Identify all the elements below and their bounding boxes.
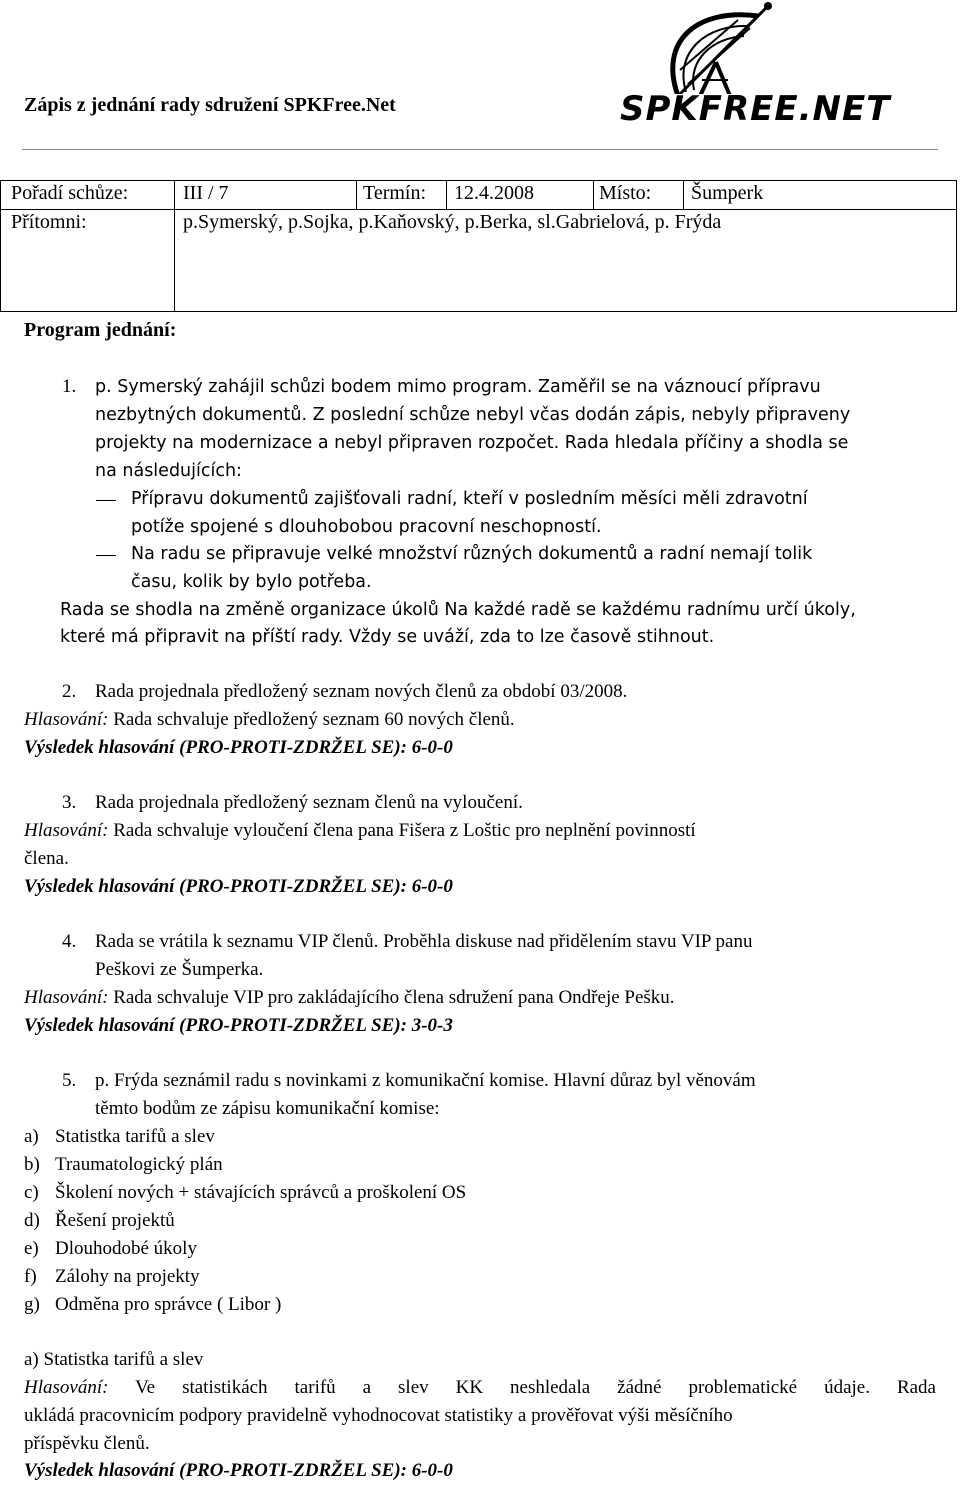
logo-text: SPKFREE.NET (620, 89, 891, 128)
item1-text: na následujících: (95, 461, 242, 481)
list-item: b) Traumatologický plán (24, 1154, 223, 1175)
item2-vote (24, 706, 515, 734)
item3-vote-cont: člena. (24, 848, 69, 869)
result-label: Výsledek hlasování (PRO-PROTI-ZDRŽEL SE): (24, 1460, 407, 1481)
item-number: 4. (62, 931, 77, 952)
bullet-dash (96, 500, 116, 501)
date-label: Termín: (363, 182, 427, 204)
result-value: 6-0-0 (411, 737, 453, 758)
item3-vote (24, 817, 696, 845)
list-item: c) Školení nových + stávajících správců a proškolení OS (24, 1182, 467, 1203)
item1-text: p. Symerský zahájil schůzi bodem mimo program. Zaměřil se na váznoucí přípravu (95, 377, 821, 397)
item2-text: Rada projednala předložený seznam nových členů za období 03/2008. (95, 681, 628, 702)
item4-text: Peškovi ze Šumperka. (95, 959, 264, 980)
meeting-info-table (0, 180, 957, 312)
sub-vote-cont: příspěvku členů. (24, 1433, 150, 1454)
sub-vote (24, 1374, 936, 1402)
present-value: p.Symerský, p.Sojka, p.Kaňovský, p.Berka, sl.Gabrielová, p. Frýda (183, 211, 722, 233)
program-heading: Program jednání: (24, 319, 177, 341)
item1-text: nezbytných dokumentů. Z poslední schůze nebyl včas dodán zápis, nebyly připraveny (95, 405, 851, 425)
sub-result (24, 1457, 453, 1485)
result-value: 6-0-0 (411, 876, 453, 897)
bullet-text: potíže spojené s dlouhobobou pracovní neschopností. (131, 517, 602, 537)
item4-text: Rada se vrátila k seznamu VIP členů. Proběhla diskuse nad přidělením stavu VIP panu (95, 931, 753, 952)
list-item: e) Dlouhodobé úkoly (24, 1238, 197, 1259)
result-label: Výsledek hlasování (PRO-PROTI-ZDRŽEL SE): (24, 876, 407, 897)
place-value: Šumperk (691, 182, 764, 204)
vote-text: Rada schvaluje vyloučení člena pana Fišera z Loštic pro neplnění povinností (113, 820, 696, 841)
list-item: g) Odměna pro správce ( Libor ) (24, 1294, 282, 1315)
bullet-text: Přípravu dokumentů zajišťovali radní, kteří v posledním měsíci měli zdravotní (131, 489, 808, 509)
vote-label: Hlasování: (24, 709, 109, 730)
spkfree-logo (618, 0, 938, 128)
present-label: Přítomni: (11, 211, 87, 233)
sub-heading: a) Statistka tarifů a slev (24, 1349, 204, 1370)
item3-result (24, 873, 453, 901)
item-number: 5. (62, 1070, 77, 1091)
result-value: 6-0-0 (411, 1460, 453, 1481)
list-item: f) Zálohy na projekty (24, 1266, 200, 1287)
result-value: 3-0-3 (411, 1015, 453, 1036)
bullet-text: času, kolik by bylo potřeba. (131, 572, 372, 592)
vote-text: Ve statistikách tarifů a slev KK neshledala žádné problematické údaje. Rada (135, 1377, 936, 1398)
result-label: Výsledek hlasování (PRO-PROTI-ZDRŽEL SE): (24, 737, 407, 758)
vote-label: Hlasování: (24, 987, 109, 1008)
order-value: III / 7 (183, 182, 229, 204)
vote-label: Hlasování: (24, 1377, 109, 1398)
item-number: 3. (62, 792, 77, 813)
vote-text: Rada schvaluje VIP pro zakládajícího člena sdružení pana Ondřeje Pešku. (113, 987, 675, 1008)
document-title: Zápis z jednání rady sdružení SPKFree.Net (24, 94, 396, 116)
item4-result (24, 1012, 453, 1040)
date-value: 12.4.2008 (454, 182, 534, 204)
result-label: Výsledek hlasování (PRO-PROTI-ZDRŽEL SE): (24, 1015, 407, 1036)
place-label: Místo: (599, 182, 652, 204)
list-item: d) Řešení projektů (24, 1210, 175, 1231)
item-number: 2. (62, 681, 77, 702)
item2-result (24, 734, 453, 762)
item5-text: p. Frýda seznámil radu s novinkami z komunikační komise. Hlavní důraz byl věnovám (95, 1070, 756, 1091)
list-item: a) Statistka tarifů a slev (24, 1126, 215, 1147)
item1-conclusion: Rada se shodla na změně organizace úkolů Na každé radě se každému radnímu určí úkoly, (60, 600, 856, 620)
order-label: Pořadí schůze: (11, 182, 129, 204)
item3-text: Rada projednala předložený seznam členů na vyloučení. (95, 792, 523, 813)
vote-text: Rada schvaluje předložený seznam 60 nových členů. (113, 709, 515, 730)
sub-vote-cont: ukládá pracovnicím podpory pravidelně vyhodnocovat statistiky a prověřovat výši měsíčního (24, 1405, 733, 1426)
item4-vote (24, 984, 675, 1012)
item-number: 1. (62, 376, 77, 397)
vote-label: Hlasování: (24, 820, 109, 841)
item1-text: projekty na modernizace a nebyl připraven rozpočet. Rada hledala příčiny a shodla se (95, 433, 849, 453)
item1-conclusion: které má připravit na příští rady. Vždy se uváží, zda to lze časově stihnout. (60, 627, 715, 647)
item5-text: těmto bodům ze zápisu komunikační komise: (95, 1098, 440, 1119)
header-divider (22, 149, 938, 150)
bullet-text: Na radu se připravuje velké množství různých dokumentů a radní nemají tolik (131, 544, 813, 564)
bullet-dash (96, 555, 116, 556)
